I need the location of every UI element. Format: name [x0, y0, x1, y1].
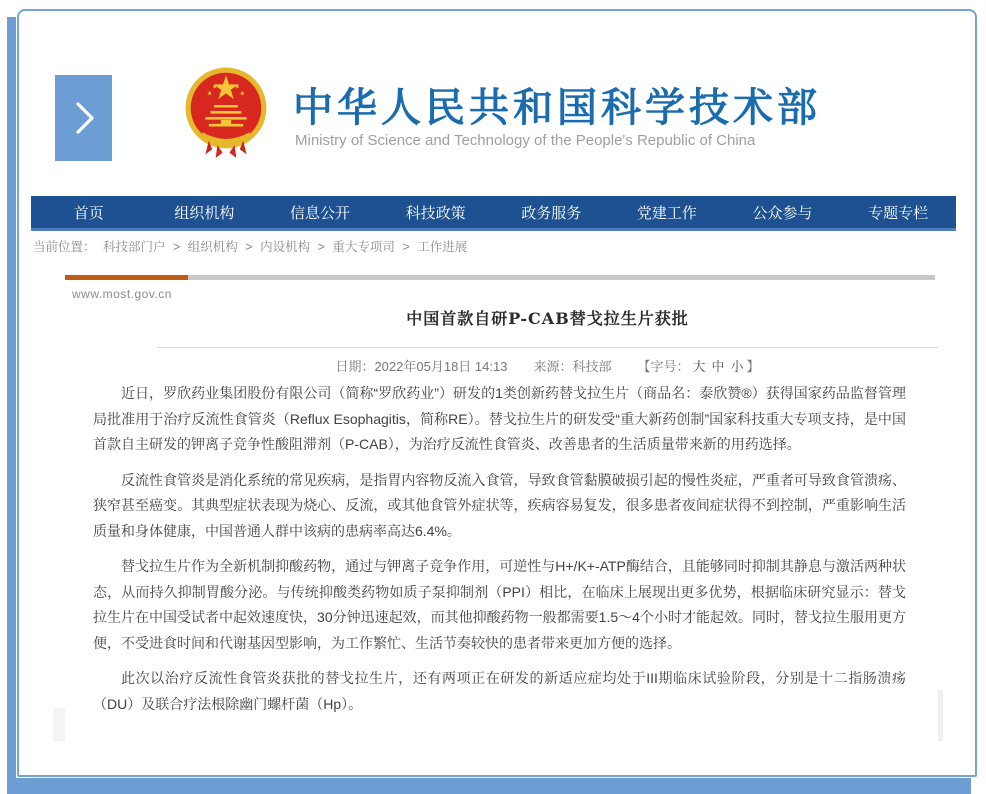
font-size-medium-button[interactable]: 中 — [711, 359, 725, 374]
breadcrumb-item-portal[interactable]: 科技部门户 — [103, 240, 166, 254]
breadcrumb-separator: > — [173, 240, 181, 254]
site-title: 中华人民共和国科学技术部 — [293, 86, 821, 130]
font-size-suffix: 】 — [746, 359, 760, 374]
breadcrumb-item-work-progress[interactable]: 工作进展 — [417, 240, 468, 254]
bottom-frame-bar — [7, 778, 971, 794]
meta-source-label: 来源： — [533, 359, 573, 374]
nav-item-services[interactable]: 政务服务 — [521, 204, 582, 222]
main-nav — [31, 196, 956, 231]
breadcrumb-separator: > — [245, 240, 253, 254]
meta-font-size-control — [637, 356, 759, 375]
nav-item-home[interactable]: 首页 — [73, 204, 104, 222]
section-rule-accent — [65, 275, 188, 280]
breadcrumb-separator: > — [317, 240, 325, 254]
breadcrumb-item-internal-bodies[interactable]: 内设机构 — [260, 240, 311, 254]
breadcrumb-label: 当前位置： — [33, 240, 96, 254]
article-paragraph: 替戈拉生片作为全新机制抑酸药物，通过与钾离子竞争作用，可逆性与H+/K+-ATP酶结合，且能够同时抑制其静息与激活两种状态，从而持久抑制胃酸分泌。与传统抑酸类药物如质子泵抑制剂（PPI）相比，在临床上展现出更多优势，根据临床研究显示：替戈拉生片在中国受试者中起效速度快，30分钟迅速起效，而其他抑酸药物一般都需要1.5～4个小时才能起效。同时，替戈拉生服用更方便，不受进食时间和代谢基因型影响，为工作繁忙、生活节奏较快的患者带来更加方便的选择。 — [93, 558, 906, 651]
meta-source-value: 科技部 — [572, 359, 612, 374]
article-paragraph: 近日，罗欣药业集团股份有限公司（简称“罗欣药业”）研发的1类创新药替戈拉生片（商品名：泰欣赞®）获得国家药品监督管理局批准用于治疗反流性食管炎（Reflux Esophagitis，简称RE）。替戈拉生片的研发受“重大新药创制”国家科技重大专项支持，是中国首款自主研发的钾离子竞争性酸阻滞剂（P-CAB），为治疗反流性食管炎、改善患者的生活质量带来新的用药选择。 — [93, 385, 906, 452]
article-paragraph: 此次以治疗反流性食管炎获批的替戈拉生片，还有两项正在研发的新适应症均处于III期临床试验阶段，分别是十二指肠溃疡（DU）及联合疗法根除幽门螺杆菌（Hp）。 — [93, 670, 906, 712]
nav-item-information[interactable]: 信息公开 — [290, 204, 351, 222]
site-url-label: www.most.gov.cn — [72, 287, 172, 301]
nav-item-special-topics[interactable]: 专题专栏 — [868, 204, 929, 222]
breadcrumb — [33, 237, 471, 255]
article-meta — [157, 356, 938, 375]
font-size-prefix: 【字号： — [637, 359, 690, 374]
breadcrumb-item-organization[interactable]: 组织机构 — [187, 240, 238, 254]
national-emblem-icon — [183, 64, 269, 164]
scrollbar-thumb[interactable] — [938, 690, 943, 741]
nav-item-policy[interactable]: 科技政策 — [405, 204, 466, 222]
article-paragraph: 反流性食管炎是消化系统的常见疾病，是指胃内容物反流入食管，导致食管黏膜破损引起的慢性炎症，严重者可导致食管溃疡、狭窄甚至癌变。其典型症状表现为烧心、反流，或其他食管外症状等，疾病容易复发，很多患者夜间症状得不到控制，严重影响生活质量和身体健康，中国普通人群中该病的患病率高达6.4%。 — [93, 471, 906, 539]
meta-date-label: 日期： — [335, 359, 375, 374]
site-subtitle-en: Ministry of Science and Technology of the People's Republic of China — [295, 132, 756, 149]
breadcrumb-item-major-projects[interactable]: 重大专项司 — [332, 240, 395, 254]
title-divider — [157, 347, 938, 348]
article-body — [93, 381, 906, 727]
meta-date — [335, 356, 507, 375]
chevron-right-icon — [66, 90, 102, 146]
meta-date-value: 2022年05月18日 14:13 — [374, 359, 508, 374]
nav-item-organization[interactable]: 组织机构 — [174, 204, 235, 222]
article-title: 中国首款自研P-CAB替戈拉生片获批 — [406, 309, 689, 328]
font-size-small-button[interactable]: 小 — [730, 359, 744, 374]
expand-sidebar-button[interactable] — [55, 75, 112, 161]
font-size-large-button[interactable]: 大 — [692, 359, 706, 374]
scroll-artifact — [53, 708, 65, 741]
section-rule — [65, 275, 935, 280]
left-frame-bar — [7, 17, 16, 794]
nav-item-public-participation[interactable]: 公众参与 — [752, 204, 813, 222]
breadcrumb-separator: > — [402, 240, 410, 254]
meta-source — [533, 356, 611, 375]
nav-item-party-building[interactable]: 党建工作 — [636, 204, 697, 222]
